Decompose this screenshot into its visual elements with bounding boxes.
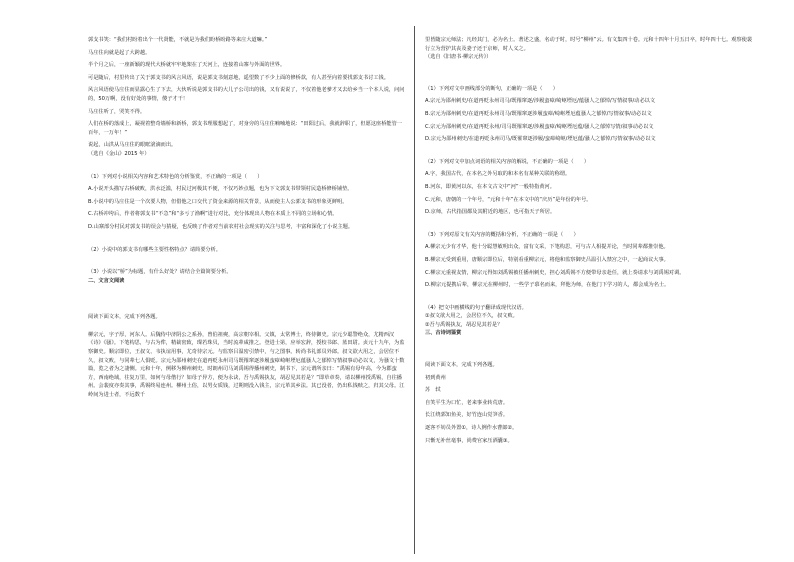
question-3: （3）下列对原文有关内容的概括和分析，不正确的一项是（ ）	[425, 231, 579, 238]
text-line: 郭支书笑：“我们村盼着出个一代贤能，不就是为我们盼桥盼路等来庄大道嘛。”	[88, 37, 268, 43]
poem-author: 苏 轼	[425, 387, 441, 394]
option-c: C.宗元为邵州刺史/在道再贬永州/司马既罹窜逐/涉履蛮瘴/崎岖堙厄蕴/骚人之郁悼写情/叙事动必以文	[425, 123, 654, 130]
option-c: C.柳宗元重视友情，柳宗元得知刘禹锡被任播州刺史，担心刘禹锡不方便带母亲赴任，就上奏请求与刘禹锡对调。	[425, 269, 685, 276]
poem-line: 长江绕郭知鱼美，好竹连山觉笋香。	[425, 412, 509, 419]
poem-line: 逐客不妨员外置①，诗人例作水曹郎②。	[425, 425, 518, 432]
text-line: 风言风语使马庄住而显露心生了下去，大伙听说是郭支书的大儿子公司出的钱，又有说说了，不仅着他老爹才又去给乡当一个本人说，问问的，50万啊，没有好处的事情，傻子才干！	[88, 87, 405, 102]
option-d: D.京师，古代指国都及其附近的地区，也可指天子所居。	[425, 209, 556, 216]
source-note: （选自《旧唐书·柳宗元传》）	[425, 54, 492, 61]
instruction: 阅读下面文本，完成下列各题。	[88, 314, 161, 321]
option-b: B.小说中的马庄住是一个次要人物，但借他之口交代了资金来源的相关背景，从而使主人公郭支书的形象更鲜明。	[88, 198, 348, 205]
question-1: （1）下列对文中画线部分的断句，正确的一项是（ ）	[425, 85, 558, 92]
option-a: A.字，我国古代，在本名之外另取的和本名有某种关联的称谓。	[425, 171, 571, 178]
option-d: D.柳宗元提携后辈，柳宗元在柳州时，一些学子慕名而来，拜他为师，在他门下学习的人，都会成为名士。	[425, 282, 670, 289]
text-line: 马庄住听了，哭笑不得。	[88, 108, 146, 115]
poem-line: 自笑平生为口忙，老来事业转荒唐。	[425, 399, 509, 406]
text-line: 马庄住向就是起了大跨越。	[88, 49, 151, 56]
option-d: D.宗元为邵州刺史/在道再贬永州司马/既罹窜逐涉履/蛮瘴崎岖/堙厄蕴/骚人之郁悼/写情叙事/动必以文	[425, 136, 656, 143]
instruction: 阅读下面文本，完成下列各题。	[425, 362, 498, 369]
text-line: 半个月之后，一座新颖的现代大桥就牢牢地架在了天河上，连接着山寨与外面的世界。	[88, 62, 286, 69]
question-2: （2）下列对文中加点词语的相关内容的解说，不正确的一项是（ ）	[425, 158, 590, 165]
option-a: A.小说开头描写古桥破败，洪水泛滥，村民过河极其不便，不仅巧妙点题，也为下文郭支书带领村民造桥修桥铺垫。	[88, 186, 353, 193]
section-heading-poetry: 三、古诗词鉴赏	[425, 330, 462, 337]
option-a: A.宗元为邵州刺史/在道再贬永州司马/既罹窜逐/涉履蛮瘴/崎岖堙厄/蕴骚人之郁悼/写情叙事/动必以文	[425, 98, 656, 105]
text-line: 说起，山洪从马庄住的眼眶滚滴而出。	[88, 142, 177, 149]
poem-title: 初到黄州	[425, 374, 446, 381]
text-line: 可是随后，村里传出了关于郭支书的风言风语，说是郭支书刻意地，遥望数了不少上面的修桥款，有人甚至向着要找郭支书讨工钱。	[88, 74, 389, 81]
option-b: B.柳宗元受到重用，唐顺宗即位后，特别看重柳宗元，将他和监察御史吕温引入禁宫之中，一起商议大事。	[425, 256, 669, 263]
passage-continuation: 里皆随宗元师法；凡经其门，必为名士。著述之盛，名动于时，时号“柳州”云。有文集四十卷。元和十四年十月五日卒，时年四十七。观察使裴行立为营护其丧及妻子还于京师，时人义之。	[425, 37, 753, 52]
poem-line: 只惭无补丝毫事，尚费官家压酒囊③。	[425, 437, 513, 444]
left-column	[88, 0, 406, 562]
option-d: D.山寨部分村民对郭支书的误会与猜疑，也反映了作者对当前农村社会现实的关注与思考，丰富和深化了小说主题。	[88, 223, 354, 230]
text-line: 人们在桥的落成上，凝视着整奇墙桥和新桥，郭支书理服想起了，对身旁的马庄住喃喃地说：“田阳过后，我就辞职了，但愿这座桥能管一百年，一万年！”	[88, 121, 402, 136]
option-b: B.河东，即黄河以东，在本文古文中“河”一般特指黄河。	[425, 183, 555, 190]
section-heading-classical: 二、文言文阅读	[88, 277, 125, 284]
right-column	[425, 0, 755, 562]
question-4: （4）把文中画横线的句子翻译成现代汉语。	[425, 304, 527, 311]
column-divider	[414, 26, 415, 554]
option-a: A.柳宗元少有才华，他十分聪慧敏明出众，富有文采，下笔构思，可与古人相提并论，当时同辈都推崇他。	[425, 244, 669, 251]
option-c: C.元和，唐朝的一个年号，“元和十年”在本文中的“庆历”是年份的年号。	[425, 196, 592, 203]
question-2: （2）小说中的郭支书有哪些主要性格特点？请简要分析。	[88, 246, 221, 253]
source-note: （选自《金山》2015 年）	[88, 150, 150, 157]
question-1: （1）下列对小说相关内容和艺术特色的分析鉴赏，不正确的一项是（ ）	[88, 173, 263, 180]
option-c: C.古桥冲垮后，作者将郭支书“不急”和“多亏了渔啊”进行对比，充分体现出人物在本质上不同的立场和心情。	[88, 211, 338, 218]
option-b: B.宗元为邵州刺史/在道再贬永州司马/既罹窜逐涉履蛮瘴/崎岖堙厄蕴骚人之郁悼/写情叙事/动必以文	[425, 110, 652, 117]
translate-sentence-1: ①叔文欲大用之，会居位不久，叔文败。	[425, 313, 518, 320]
translate-sentence-2: ②吾与禹锡执友，胡忍见其若是？	[425, 321, 503, 328]
classical-passage: 柳宗元，字子厚，河东人。后魏侍中济阴公之系孙，曾伯祖奭，高宗朝宰相。父镇，太常博士，终侍御史。宗元少聪警绝众，尤精西汉《诗》《骚》。下笔构思，与古为侔，精裁密致，璨若珠贝，当时流辈咸推之。登进士第，应举宏辞，授校书郎、蓝田尉。贞元十九年，为监察御史。顺宗即位，王叔文、韦执谊用事，尤奇待宗元。与监察吕温密引禁中，与之图事。转尚书礼部员外郎。叔文欲大用之，会居位不久，叔文败，与同辈七人俱贬。宗元为邵州刺史在道再贬永州司马既罹窜逐涉履蛮瘴崎岖堙厄蕴骚人之郁悼写情叙事动必以文，为骚文十数篇，览之者为之凄恻。元和十年，例移为柳州刺史。时朗州司马刘禹锡得播州刺史，制书下，宗元谓所亲曰：“禹锡有母年高，今为郡蛮方，西南绝域，往复万里，如何与母偕行？如母子异方，便为永诀，吾与禹锡执友，胡忍见其若是？”即草章奏，请以柳州授禹锡，自往播州。会裴度亦奏其事，禹锡终易连州。柳州土俗，以男女质钱，过期则没入钱主，宗元革其乡法。其已没者，仍出私钱赎之，归其父母。江岭间为进士者，不远数千	[88, 331, 405, 399]
question-3: （3）小说以“桥”为标题，有什么好处？请结合全篇简要分析。	[88, 269, 232, 276]
